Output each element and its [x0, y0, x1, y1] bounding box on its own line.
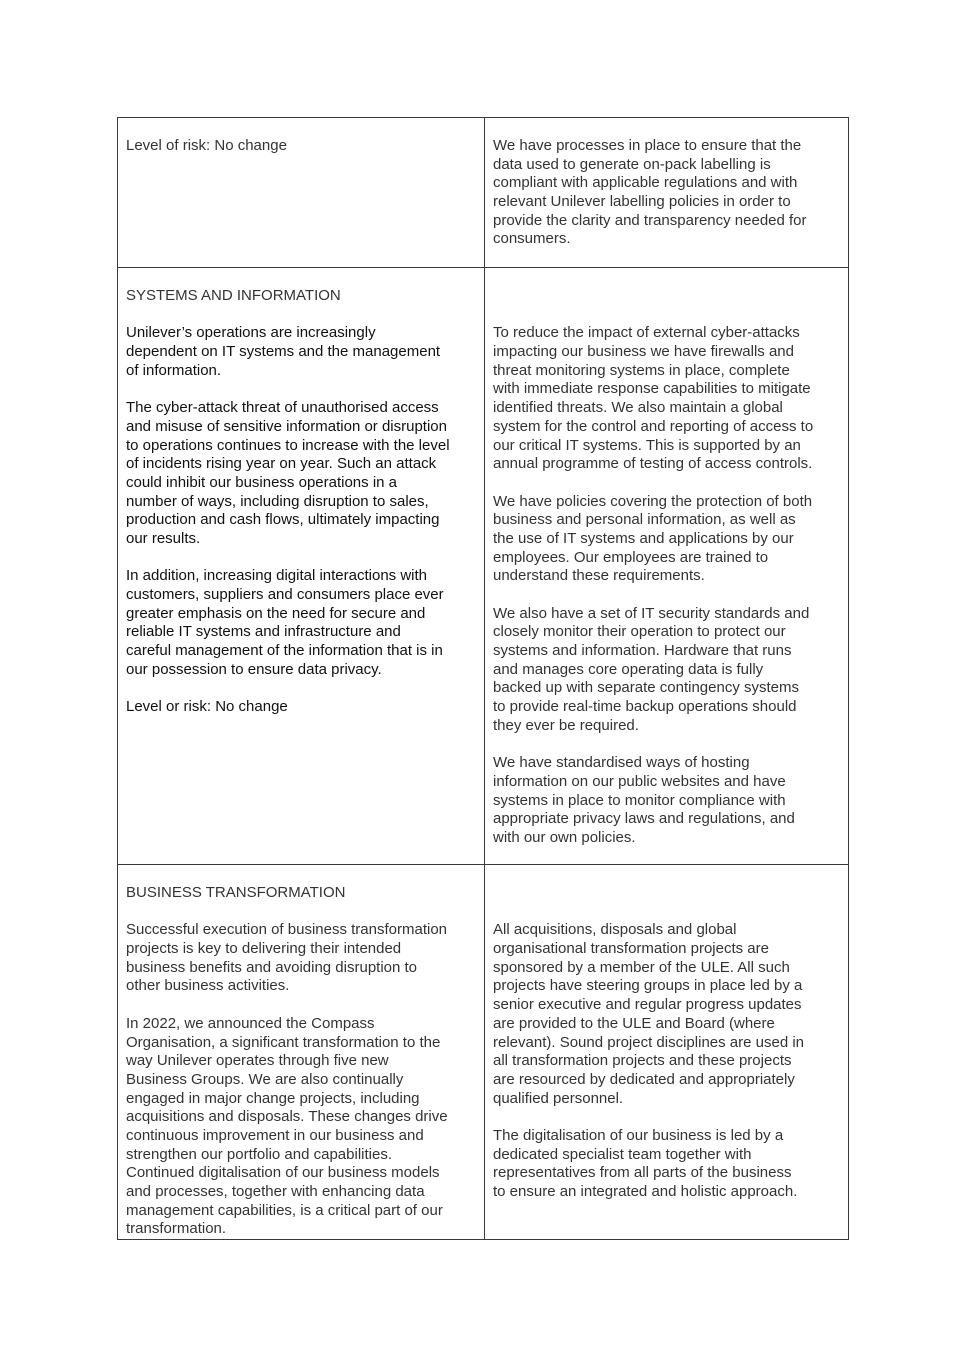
text-line: The cyber-attack threat of unauthorised access	[126, 399, 439, 417]
text-line: employees. Our employees are trained to	[493, 548, 769, 566]
text-line	[493, 884, 840, 903]
text-line	[493, 1108, 840, 1127]
text-line: backed up with separate contingency systems	[493, 679, 799, 697]
text-line: sponsored by a member of the ULE. All such	[493, 958, 790, 976]
text-line	[126, 996, 476, 1015]
text-line: our possession to ensure data privacy.	[126, 660, 382, 678]
risk-description-cell	[118, 118, 485, 268]
text-line	[493, 306, 840, 325]
text-line: projects have steering groups in place led by a	[493, 977, 803, 995]
text-line: our critical IT systems. This is supported by an	[493, 436, 801, 454]
text-line: relevant). Sound project disciplines are used in	[493, 1033, 805, 1051]
text-line: and processes, together with enhancing data	[126, 1183, 425, 1200]
text-line: Level or risk: No change	[126, 698, 288, 716]
text-line: We have policies covering the protection of both	[493, 492, 813, 510]
text-line	[493, 586, 840, 605]
text-line	[493, 287, 840, 306]
text-line: All acquisitions, disposals and global	[493, 921, 737, 939]
text-line: representatives from all parts of the business	[493, 1164, 792, 1182]
risk-mitigation-cell	[485, 268, 849, 865]
risk-table	[117, 117, 849, 1240]
text-line: We also have a set of IT security standards and	[493, 604, 810, 622]
text-line: of incidents rising year on year. Such an attack	[126, 455, 437, 473]
text-line	[493, 474, 840, 493]
text-line: We have standardised ways of hosting	[493, 754, 750, 772]
text-line: continuous improvement in our business and	[126, 1126, 424, 1144]
text-line: Level of risk: No change	[126, 137, 287, 154]
text-line: systems and information. Hardware that runs	[493, 642, 792, 660]
text-line: greater emphasis on the need for secure and	[126, 604, 426, 622]
text-line: data used to generate on-pack labelling is	[493, 155, 771, 173]
labelling-row	[118, 118, 849, 268]
section-heading: SYSTEMS AND INFORMATION	[126, 287, 341, 304]
text-line	[126, 306, 476, 325]
text-line: closely monitor their operation to protect our	[493, 623, 786, 641]
text-line: understand these requirements.	[493, 567, 705, 585]
text-line: all transformation projects and these projects	[493, 1052, 792, 1070]
text-line: dependent on IT systems and the management	[126, 343, 441, 361]
text-line: information on our public websites and have	[493, 772, 786, 790]
text-line: number of ways, including disruption to sales,	[126, 492, 429, 510]
text-line: other business activities.	[126, 977, 290, 995]
text-line	[126, 380, 476, 399]
risk-description-cell	[118, 268, 485, 865]
text-line: to ensure an integrated and holistic approach.	[493, 1183, 798, 1200]
text-line	[493, 736, 840, 755]
text-line: are resourced by dedicated and appropriately	[493, 1070, 795, 1088]
text-line: In addition, increasing digital interactions with	[126, 567, 428, 585]
text-line: annual programme of testing of access controls.	[493, 455, 813, 473]
text-line: identified threats. We also maintain a global	[493, 399, 783, 417]
text-line: to provide real-time backup operations should	[493, 698, 797, 716]
text-line: consumers.	[493, 230, 571, 248]
text-line: business and personal information, as well as	[493, 511, 796, 529]
text-line: qualified personnel.	[493, 1089, 624, 1107]
text-line: management capabilities, is a critical part of our	[126, 1201, 443, 1219]
business-transformation-row	[118, 865, 849, 1240]
text-line: transformation.	[126, 1220, 227, 1238]
text-line: provide the clarity and transparency needed for	[493, 211, 807, 229]
text-line: of information.	[126, 361, 222, 379]
text-line: and manages core operating data is fully	[493, 660, 764, 678]
text-line: Business Groups. We are also continually	[126, 1070, 404, 1088]
text-line	[493, 903, 840, 922]
text-line	[126, 549, 476, 568]
section-heading: BUSINESS TRANSFORMATION	[126, 884, 346, 901]
text-line: system for the control and reporting of access to	[493, 417, 814, 435]
text-line: We have processes in place to ensure that the	[493, 137, 802, 154]
text-line: careful management of the information that is in	[126, 642, 443, 660]
risk-mitigation-cell	[485, 118, 849, 268]
text-line: Continued digitalisation of our business models	[126, 1164, 440, 1182]
risk-description-cell	[118, 865, 485, 1240]
text-line: compliant with applicable regulations and with	[493, 174, 798, 192]
text-line: way Unilever operates through five new	[126, 1052, 389, 1070]
text-line: strengthen our portfolio and capabilities.	[126, 1145, 393, 1163]
text-line: are provided to the ULE and Board (where	[493, 1014, 775, 1032]
text-line: To reduce the impact of external cyber-attacks	[493, 324, 800, 342]
risk-mitigation-cell	[485, 865, 849, 1240]
text-line: In 2022, we announced the Compass	[126, 1014, 375, 1032]
text-line: Unilever’s operations are increasingly	[126, 324, 376, 342]
text-line: and misuse of sensitive information or disruption	[126, 417, 447, 435]
text-line: appropriate privacy laws and regulations, and	[493, 810, 795, 828]
text-line: engaged in major change projects, including	[126, 1089, 420, 1107]
text-line: business benefits and avoiding disruption to	[126, 958, 418, 976]
text-line: with immediate response capabilities to mitigate	[493, 380, 811, 398]
text-line	[126, 903, 476, 922]
text-line: organisational transformation projects are	[493, 940, 769, 958]
text-line: Organisation, a significant transformation to the	[126, 1033, 441, 1051]
text-line: projects is key to delivering their intended	[126, 940, 402, 958]
text-line: The digitalisation of our business is led by a	[493, 1126, 784, 1144]
text-line: with our own policies.	[493, 828, 636, 846]
text-line: they ever be required.	[493, 716, 639, 734]
text-line: dedicated specialist team together with	[493, 1145, 752, 1163]
text-line: our results.	[126, 529, 201, 547]
text-line: senior executive and regular progress updates	[493, 996, 802, 1014]
text-line: relevant Unilever labelling policies in order to	[493, 193, 791, 211]
text-line: customers, suppliers and consumers place ever	[126, 586, 444, 603]
text-line: to operations continues to increase with the level	[126, 436, 450, 454]
systems-and-information-row	[118, 268, 849, 865]
text-line: could inhibit our business operations in a	[126, 473, 398, 491]
text-line	[126, 679, 476, 698]
text-line: Successful execution of business transformation	[126, 921, 447, 939]
text-line: systems in place to monitor compliance with	[493, 791, 786, 809]
text-line: production and cash flows, ultimately impacting	[126, 511, 440, 529]
text-line: reliable IT systems and infrastructure and	[126, 623, 401, 641]
text-line: the use of IT systems and applications by our	[493, 529, 794, 547]
text-line: threat monitoring systems in place, complete	[493, 361, 790, 379]
text-line: acquisitions and disposals. These changes drive	[126, 1108, 448, 1126]
text-line: impacting our business we have firewalls and	[493, 343, 794, 361]
